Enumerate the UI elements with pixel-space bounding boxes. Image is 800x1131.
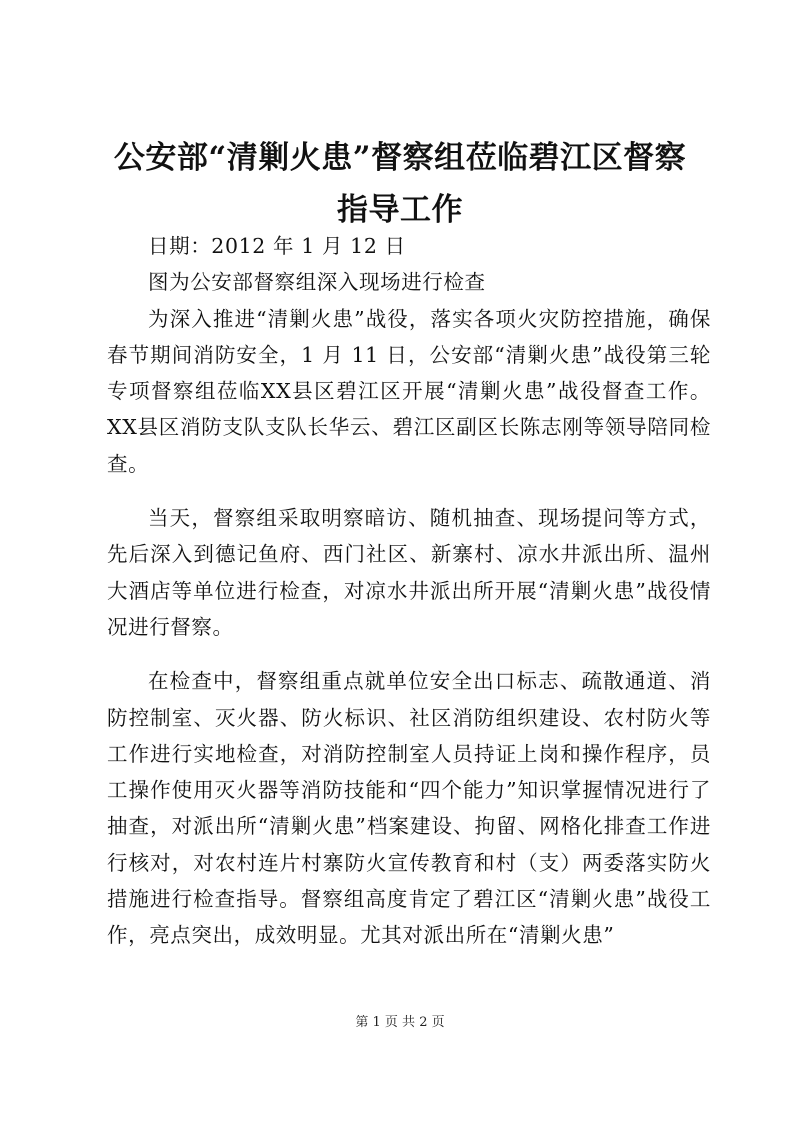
body-paragraph: 在检查中，督察组重点就单位安全出口标志、疏散通道、消防控制室、灭火器、防火标识、社区消防组织建设、农村防火等工作进行实地检查，对消防控制室人员持证上岗和操作程序，员工操作使用灭火器等消防技能和“四个能力”知识掌握情况进行了抽查，对派出所“清剿火患”档案建设、拘留、网格化排查工作进行核对，对农村连片村寨防火宣传教育和村（支）两委落实防火措施进行检查指导。督察组高度肯定了碧江区“清剿火患”战役工作，亮点突出，成效明显。尤其对派出所在“清剿火患” xyxy=(107,669,711,948)
photo-caption: 图为公安部督察组深入现场进行检查 xyxy=(148,270,486,295)
page-number: 第 1 页 共 2 页 xyxy=(355,1015,445,1030)
body-paragraph: 为深入推进“清剿火患”战役，落实各项火灾防控措施，确保春节期间消防安全，1 月 11 日，公安部“清剿火患”战役第三轮专项督察组莅临XX县区碧江区开展“清剿火患”战役督查工作。XX县区消防支队支队长华云、碧江区副区长陈志刚等领导陪同检查。 xyxy=(107,306,711,476)
body-paragraph: 当天，督察组采取明察暗访、随机抽查、现场提问等方式，先后深入到德记鱼府、西门社区、新寨村、凉水井派出所、温州大酒店等单位进行检查，对凉水井派出所开展“清剿火患”战役情况进行督察。 xyxy=(107,506,711,639)
document-title: 公安部“清剿火患”督察组莅临碧江区督察指导工作 xyxy=(113,140,687,228)
date-line: 日期：2012 年 1 月 12 日 xyxy=(148,234,406,258)
document-body xyxy=(107,228,711,954)
